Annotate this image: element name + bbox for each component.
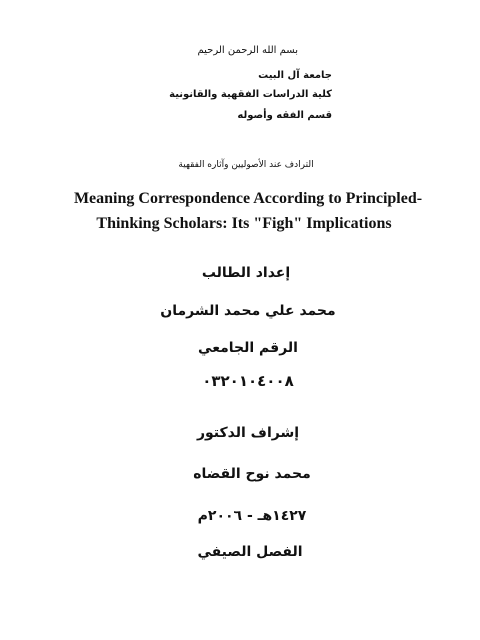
prepared-by-label: إعداد الطالب xyxy=(201,265,291,281)
basmala: بسم الله الرحمن الرحيم xyxy=(197,45,298,56)
student-id-label: الرقم الجامعي xyxy=(198,340,298,356)
university-name: جامعة آل البيت xyxy=(258,70,332,81)
student-name: محمد علي محمد الشرمان xyxy=(160,303,336,319)
supervisor-label: إشراف الدكتور xyxy=(196,425,300,441)
college-name: كلية الدراسات الفقهية والقانونية xyxy=(169,89,332,100)
english-title-line-1: Meaning Correspondence According to Principled- xyxy=(73,190,423,207)
english-title-line-2: Thinking Scholars: Its "Figh" Implications xyxy=(96,215,392,232)
arabic-title: الترادف عند الأصوليين وآثاره الفقهية xyxy=(178,160,314,170)
semester: الفصل الصيفي xyxy=(197,544,303,560)
student-id-number: ٠٣٢٠١٠٤٠٠٨ xyxy=(202,372,294,390)
date: ١٤٢٧هـ - ٢٠٠٦م xyxy=(197,508,307,524)
department-name: قسم الفقه وأصوله xyxy=(237,110,332,121)
supervisor-name: محمد نوح القضاه xyxy=(193,466,311,482)
